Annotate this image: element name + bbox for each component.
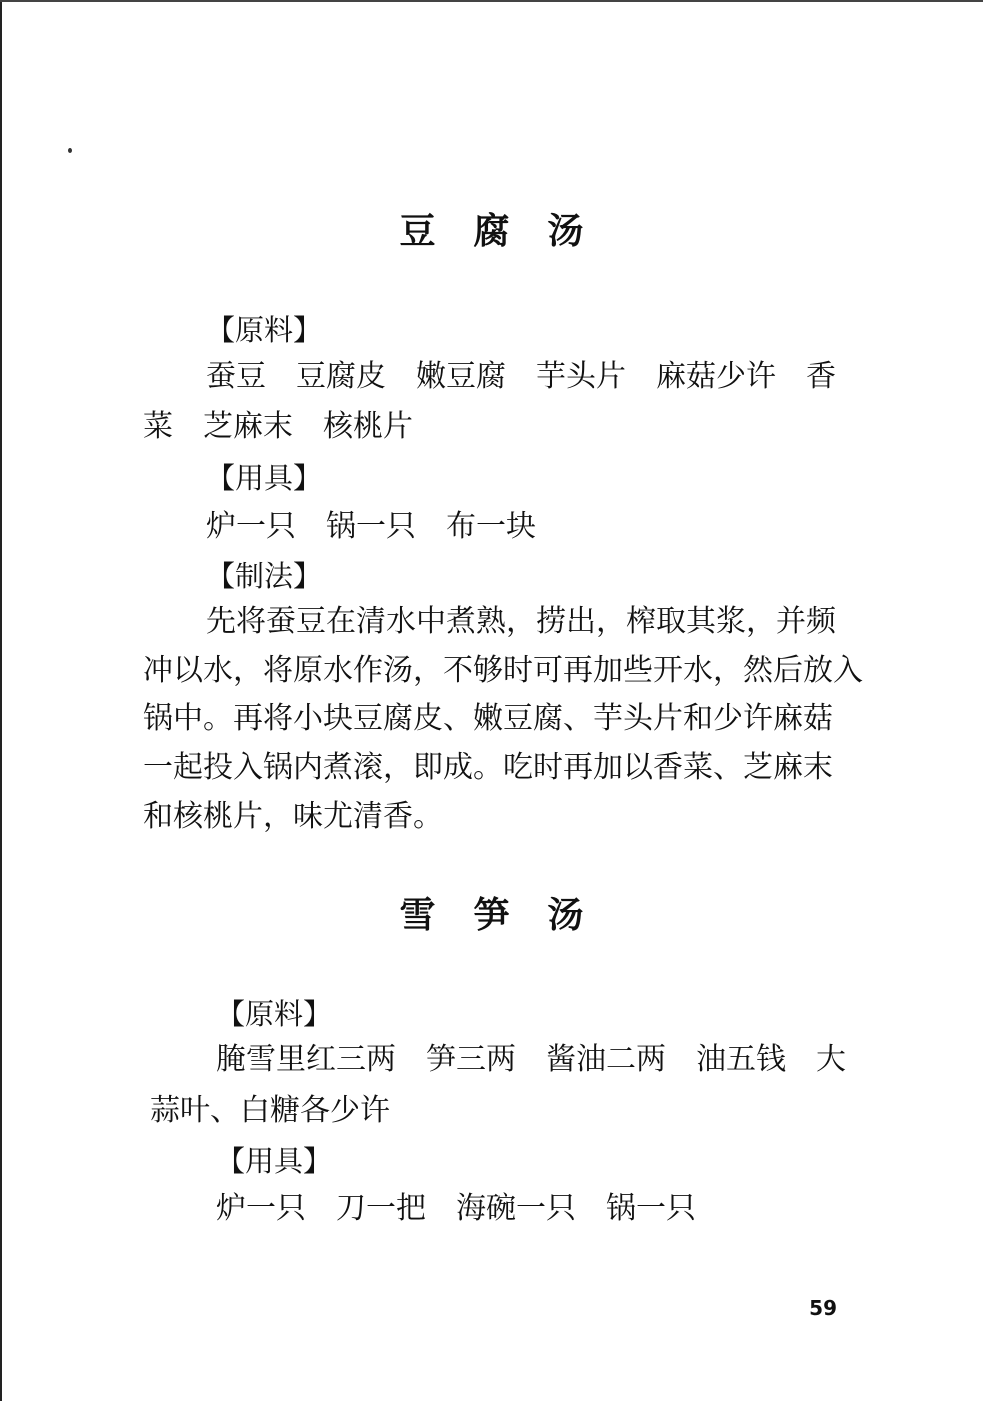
tools-line: 炉一只 刀一把 海碗一只 锅一只 — [216, 1191, 696, 1226]
ingredients-line: 蚕豆 豆腐皮 嫩豆腐 芋头片 麻菇少许 香 — [206, 359, 836, 394]
page-number: 59 — [809, 1296, 837, 1320]
recipe-title-tofu-soup: 豆腐汤 — [399, 211, 622, 252]
tools-label: 【用具】 — [216, 1144, 333, 1178]
ingredients-line: 蒜叶、白糖各少许 — [150, 1093, 390, 1128]
method-label: 【制法】 — [206, 559, 323, 593]
tools-line: 炉一只 锅一只 布一块 — [206, 509, 536, 544]
tools-label: 【用具】 — [206, 461, 323, 495]
ingredients-label: 【原料】 — [206, 313, 323, 347]
method-line: 锅中。再将小块豆腐皮、嫩豆腐、芋头片和少许麻菇 — [143, 701, 833, 736]
ingredients-label: 【原料】 — [216, 997, 333, 1031]
recipe-title-snow-bamboo-soup: 雪笋汤 — [399, 895, 622, 936]
ingredients-line: 腌雪里红三两 笋三两 酱油二两 油五钱 大 — [216, 1042, 846, 1077]
method-line: 和核桃片，味尤清香。 — [143, 799, 443, 834]
method-line: 先将蚕豆在清水中煮熟，捞出，榨取其浆，并频 — [206, 604, 836, 639]
ingredients-line: 菜 芝麻末 核桃片 — [143, 409, 413, 444]
page-top-edge — [0, 0, 983, 2]
page-left-edge — [0, 0, 2, 1401]
print-speck — [68, 148, 72, 153]
method-line: 一起投入锅内煮滚，即成。吃时再加以香菜、芝麻末 — [143, 750, 833, 785]
method-line: 冲以水，将原水作汤，不够时可再加些开水，然后放入 — [143, 653, 863, 688]
